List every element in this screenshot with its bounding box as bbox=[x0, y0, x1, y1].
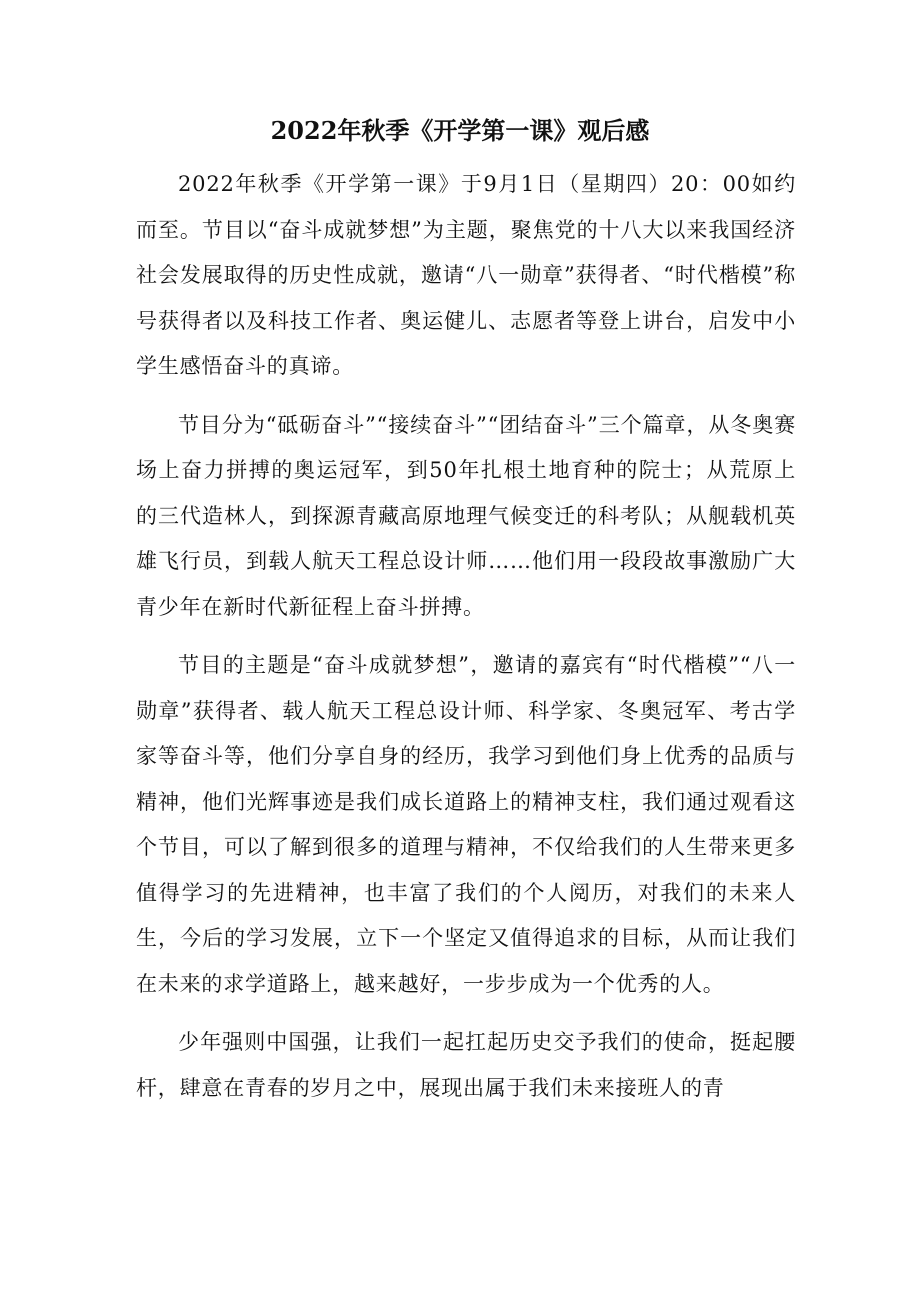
paragraph-1: 2022年秋季《开学第一课》于9月1日（星期四）20：00如约而至。节目以“奋斗成就梦想”为主题，聚焦党的十八大以来我国经济社会发展取得的历史性成就，邀请“八一勋章”获得者、“时代楷模”称号获得者以及科技工作者、奥运健儿、志愿者等登上讲台，启发中小学生感悟奋斗的真谛。 bbox=[136, 172, 796, 378]
paragraph-3: 节目的主题是“奋斗成就梦想”，邀请的嘉宾有“时代楷模”“八一勋章”获得者、载人航天工程总设计师、科学家、冬奥冠军、考古学家等奋斗等，他们分享自身的经历，我学习到他们身上优秀的品质与精神，他们光辉事迹是我们成长道路上的精神支柱，我们通过观看这个节目，可以了解到很多的道理与精神，不仅给我们的人生带来更多值得学习的先进精神，也丰富了我们的个人阅历，对我们的未来人生，今后的学习发展，立下一个坚定又值得追求的目标，从而让我们在未来的求学道路上，越来越好，一步步成为一个优秀的人。 bbox=[136, 653, 796, 996]
document-body bbox=[136, 162, 796, 1124]
paragraph-4: 少年强则中国强，让我们一起扛起历史交予我们的使命，挺起腰杆，肆意在青春的岁月之中，展现出属于我们未来接班人的青 bbox=[136, 1030, 796, 1100]
paragraph-2: 节目分为“砥砺奋斗”“接续奋斗”“团结奋斗”三个篇章，从冬奥赛场上奋力拼搏的奥运冠军，到50年扎根土地育种的院士；从荒原上的三代造林人，到探源青藏高原地理气候变迁的科考队；从舰载机英雄飞行员，到载人航天工程总设计师……他们用一段段故事激励广大青少年在新时代新征程上奋斗拼搏。 bbox=[136, 412, 796, 619]
document-title: 2022年秋季《开学第一课》观后感 bbox=[270, 116, 650, 145]
